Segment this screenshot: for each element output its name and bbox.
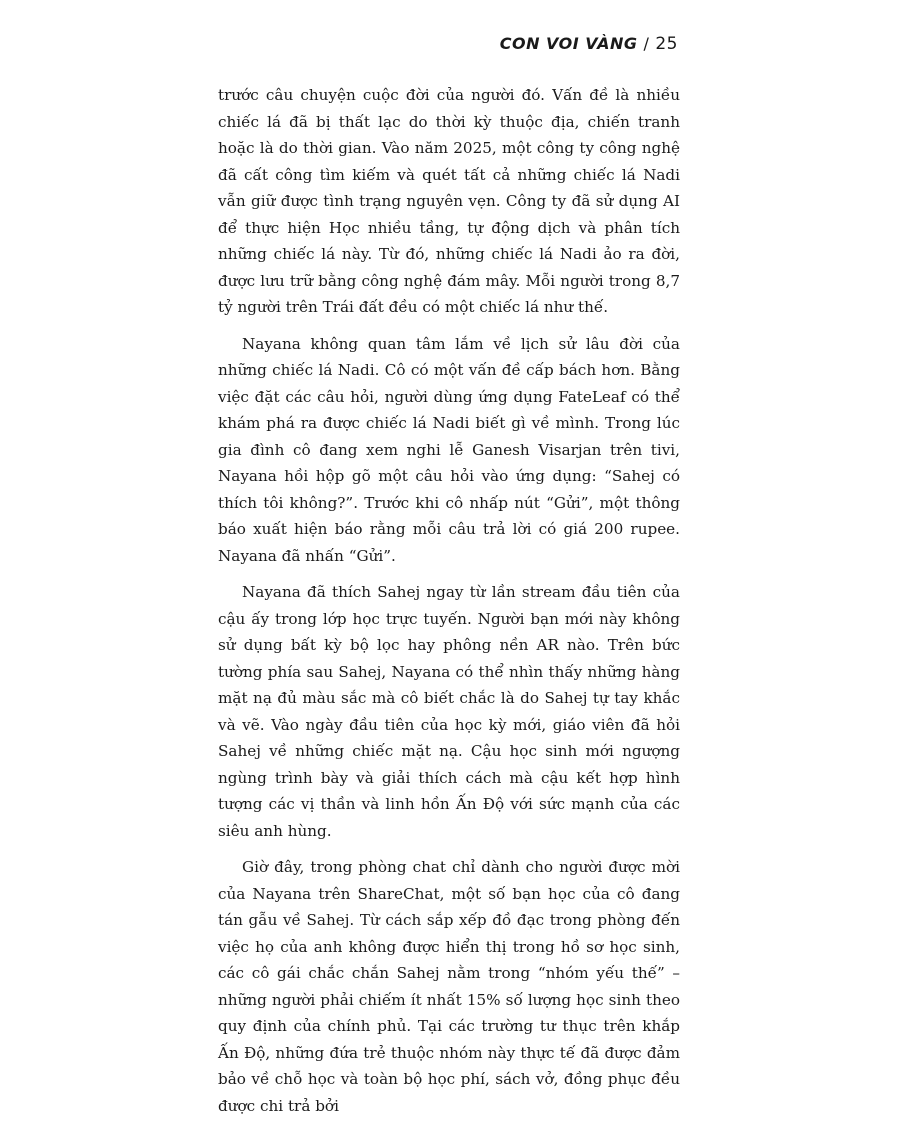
paragraph-1: trước câu chuyện cuộc đời của người đó. Vấn đề là nhiều chiếc lá đã bị thất lạc do thời kỳ thuộc địa, chiến tranh hoặc là do thời gian. Vào năm 2025, một công ty công nghệ đã cất công tìm kiếm và quét tất cả những chiếc lá Nadi vẫn giữ được tình trạng nguyên vẹn. Công ty đã sử dụng AI để thực hiện Học nhiều tầng, tự động dịch và phân tích những chiếc lá này. Từ đó, những chiếc lá Nadi ảo ra đời, được lưu trữ bằng công nghệ đám mây. Mỗi người trong 8,7 tỷ người trên Trái đất đều có một chiếc lá như thế.	[218, 86, 680, 316]
running-header	[500, 34, 678, 54]
page-number: 25	[655, 34, 678, 54]
paragraph-3: Nayana đã thích Sahej ngay từ lần stream đầu tiên của cậu ấy trong lớp học trực tuyến. Người bạn mới này không sử dụng bất kỳ bộ lọc hay phông nền AR nào. Trên bức tường phía sau Sahej, Nayana có thể nhìn thấy những hàng mặt nạ đủ màu sắc mà cô biết chắc là do Sahej tự tay khắc và vẽ. Vào ngày đầu tiên của học kỳ mới, giáo viên đã hỏi Sahej về những chiếc mặt nạ. Cậu học sinh mới ngượng ngùng trình bày và giải thích cách mà cậu kết hợp hình tượng các vị thần và linh hồn Ấn Độ với sức mạnh của các siêu anh hùng.	[218, 583, 680, 840]
chapter-title: CON VOI VÀNG	[499, 34, 638, 53]
paragraph-2: Nayana không quan tâm lắm về lịch sử lâu đời của những chiếc lá Nadi. Cô có một vấn đề cấp bách hơn. Bằng việc đặt các câu hỏi, người dùng ứng dụng FateLeaf có thể khám phá ra được chiếc lá Nadi biết gì về mình. Trong lúc gia đình cô đang xem nghi lễ Ganesh Visarjan trên tivi, Nayana hồi hộp gõ một câu hỏi vào ứng dụng: “Sahej có thích tôi không?”. Trước khi cô nhấp nút “Gửi”, một thông báo xuất hiện báo rằng mỗi câu trả lời có giá 200 rupee. Nayana đã nhấn “Gửi”.	[218, 334, 680, 565]
body-text	[218, 82, 680, 1129]
header-separator: /	[643, 34, 650, 53]
paragraph-4: Giờ đây, trong phòng chat chỉ dành cho người được mời của Nayana trên ShareChat, một số bạn học của cô đang tán gẫu về Sahej. Từ cách sắp xếp đồ đạc trong phòng đến việc họ của anh không được hiển thị trong hồ sơ học sinh, các cô gái chắc chắn Sahej nằm trong “nhóm yếu thế” – những người phải chiếm ít nhất 15% số lượng học sinh theo quy định của chính phủ. Tại các trường tư thục trên khắp Ấn Độ, những đứa trẻ thuộc nhóm này thực tế đã được đảm bảo về chỗ học và toàn bộ học phí, sách vở, đồng phục đều được chi trả bởi	[218, 858, 680, 1115]
